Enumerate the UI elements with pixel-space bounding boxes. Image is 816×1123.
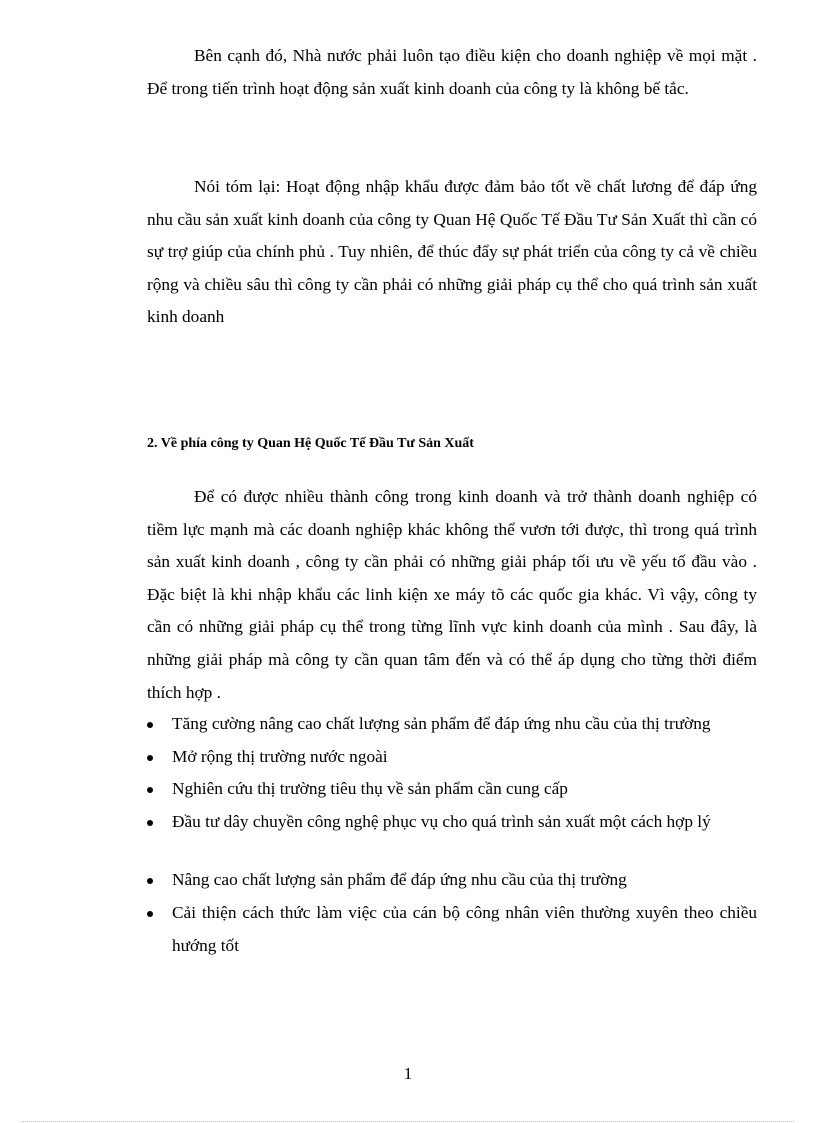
- list-item-text: Nghiên cứu thị trường tiêu thụ về sản phẩm cần cung cấp: [172, 779, 568, 799]
- list-item-text: Mở rộng thị trường nước ngoài: [172, 746, 388, 766]
- paragraph-2: Nói tóm lại: Hoạt động nhập khẩu được đảm bảo tốt về chất lương để đáp ứng nhu cầu sản xuất kinh doanh của công ty Quan Hệ Quốc Tế Đầu Tư Sản Xuất thì cần có sự trợ giúp của chính phủ . Tuy nhiên, để thúc đẩy sự phát triển của công ty cả về chiều rộng và chiều sâu thì công ty cần phải có những giải pháp cụ thể cho quá trình sản xuất kinh doanh: [147, 177, 757, 327]
- bullet-icon: [147, 911, 153, 917]
- bullet-icon: [147, 878, 153, 884]
- list-item-text: Cải thiện cách thức làm việc của cán bộ công nhân viên thường xuyên theo chiều hướng tốt: [172, 902, 757, 955]
- paragraph-3: Để có được nhiều thành công trong kinh doanh và trở thành doanh nghiệp có tiềm lực mạnh mà các doanh nghiệp khác không thể vươn tới được, thì trong quá trình sản xuất kinh doanh , công ty cần phải có những giải pháp tối ưu về yếu tố đầu vào . Đặc biệt là khi nhập khẩu các linh kiện xe máy tõ các quốc gia khác. Vì vậy, công ty cần có những giải pháp cụ thể trong từng lĩnh vực kinh doanh của mình . Sau đây, là những giải pháp mà công ty cần quan tâm đến và có thể áp dụng cho từng thời điểm thích hợp .: [147, 487, 757, 702]
- bullet-icon: [147, 722, 153, 728]
- page-bottom-divider: [22, 1121, 794, 1122]
- list-item-text: Nâng cao chất lượng sản phẩm để đáp ứng nhu cầu của thị trường: [172, 870, 627, 890]
- section-heading: 2. Về phía công ty Quan Hệ Quốc Tế Đầu Tư Sản Xuất: [147, 436, 474, 451]
- solutions-list: [147, 708, 757, 962]
- list-item: [147, 806, 757, 839]
- bullet-icon: [147, 787, 153, 793]
- list-item: [147, 708, 757, 741]
- page-number: 1: [403, 1064, 413, 1083]
- list-item: [147, 897, 757, 962]
- list-item: [147, 741, 757, 774]
- list-item-text: Tăng cường nâng cao chất lượng sản phẩm để đáp ứng nhu cầu của thị trường: [172, 714, 711, 733]
- list-item: [147, 773, 757, 806]
- bullet-icon: [147, 755, 153, 761]
- list-item-text: Đầu tư dây chuyền công nghệ phục vụ cho quá trình sản xuất một cách hợp lý: [172, 811, 711, 831]
- list-item: [147, 864, 757, 897]
- paragraph-1: Bên cạnh đó, Nhà nước phải luôn tạo điều kiện cho doanh nghiệp về mọi mặt . Để trong tiến trình hoạt động sản xuất kinh doanh của công ty là không bế tắc.: [147, 46, 757, 98]
- bullet-icon: [147, 820, 153, 826]
